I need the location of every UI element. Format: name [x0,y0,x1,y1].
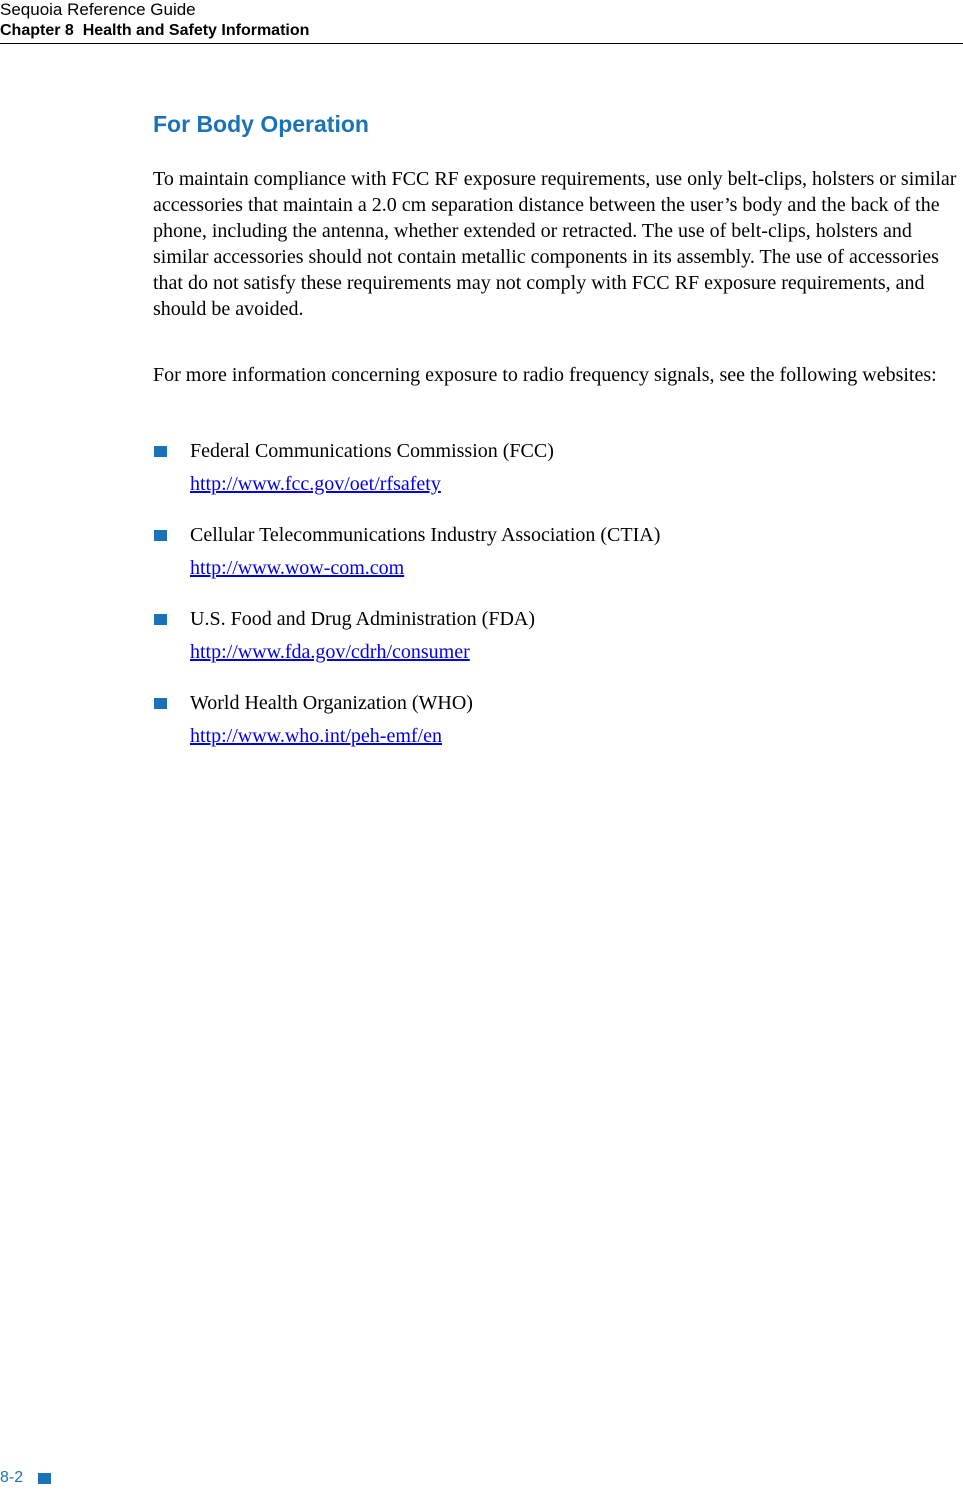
compliance-paragraph: To maintain compliance with FCC RF exposure requirements, use only belt-clips, holsters or similar accessories that maintain a 2.0 cm separation distance between the user’s body and the back of the phone, including the antenna, whether extended or retracted. The use of belt-clips, holsters and similar accessories should not contain metallic components in its assembly. The use of accessories that do not satisfy these requirements may not comply with FCC RF exposure requirements, and should be avoided. [153,168,957,320]
list-item [153,686,961,770]
website-link[interactable]: http://www.wow-com.com [190,557,405,579]
website-link[interactable]: http://www.fcc.gov/oet/rfsafety [190,473,441,495]
square-bullet-icon [154,698,167,709]
page-header [0,0,963,44]
page-number: 8-2 [0,1469,24,1486]
square-bullet-icon [154,614,167,625]
square-bullet-icon [154,446,167,457]
website-link[interactable]: http://www.who.int/peh-emf/en [190,725,442,747]
organization-name: Cellular Telecommunications Industry Association (CTIA) [190,524,661,546]
list-item [153,434,961,518]
chapter-title: Chapter 8 Health and Safety Information [0,22,310,39]
organization-name: World Health Organization (WHO) [190,692,473,714]
section-heading: For Body Operation [153,111,369,137]
more-info-paragraph: For more information concerning exposure to radio frequency signals, see the following websites: [153,364,937,386]
square-marker-icon [38,1473,51,1484]
organization-name: U.S. Food and Drug Administration (FDA) [190,608,535,630]
websites-list [153,434,961,770]
list-item [153,602,961,686]
document-title: Sequoia Reference Guide [0,0,196,19]
website-link[interactable]: http://www.fda.gov/cdrh/consumer [190,641,470,663]
organization-name: Federal Communications Commission (FCC) [190,440,554,462]
square-bullet-icon [154,530,167,541]
list-item [153,518,961,602]
